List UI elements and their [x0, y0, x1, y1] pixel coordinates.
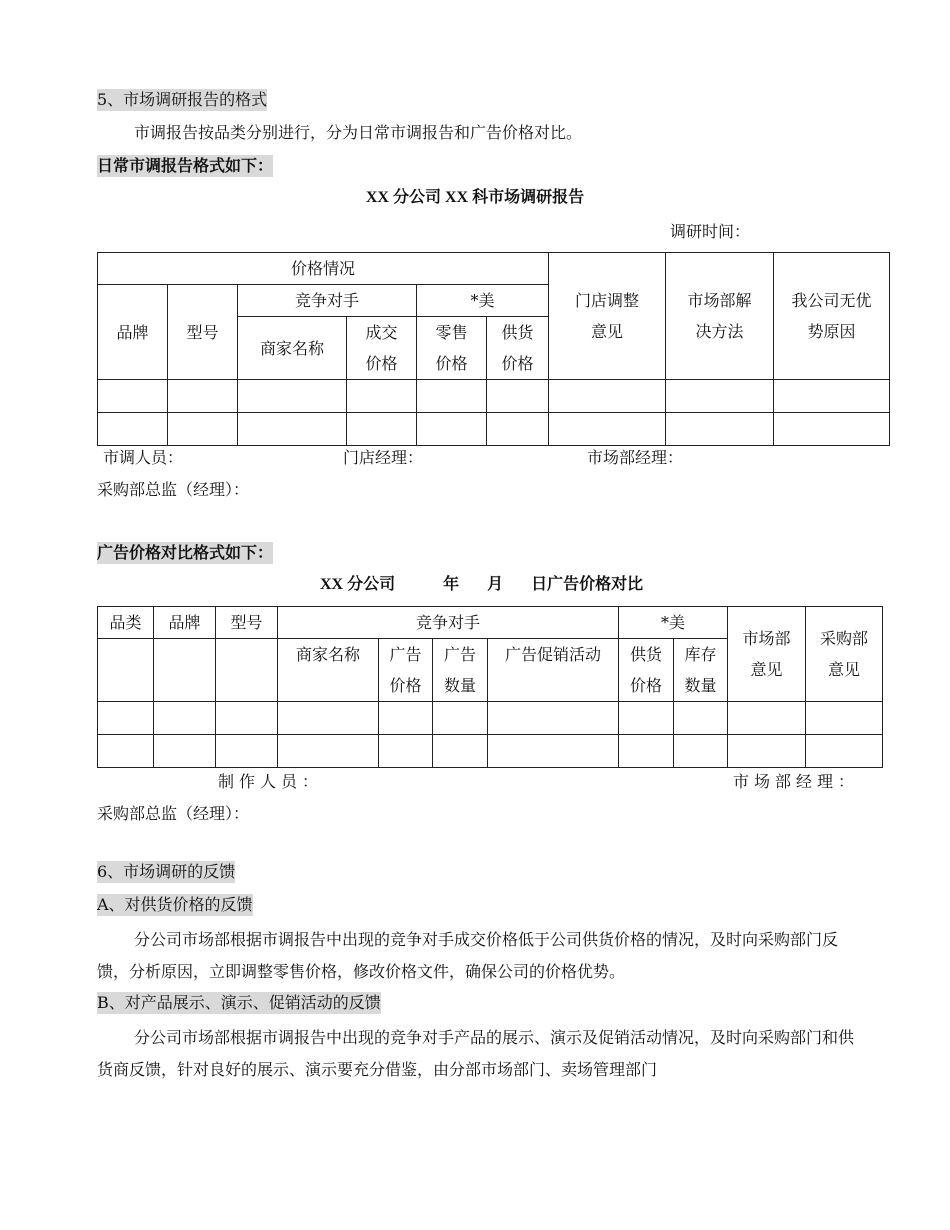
- table-cell[interactable]: [216, 702, 278, 735]
- ad-report-heading: 广告价格对比格式如下：: [97, 543, 274, 562]
- feedback-b-text: 分公司市场部根据市调报告中出现的竞争对手产品的展示、演示及促销活动情况，及时向采购部门和供货商反馈，针对良好的展示、演示要充分借鉴，由分部市场部门、卖场管理部门: [97, 1028, 855, 1079]
- market-opinion-line1: 市场部: [742, 629, 791, 648]
- header-purchasing-opinion: [806, 607, 883, 702]
- ad-quantity-line2: 数量: [443, 676, 476, 695]
- header-deal-price: [347, 317, 417, 380]
- market-opinion-line2: 意见: [750, 660, 783, 679]
- feedback-b-heading: B、对产品展示、演示、促销活动的反馈: [97, 993, 381, 1012]
- store-opinion-line1: 门店调整: [575, 291, 640, 310]
- table-row: [98, 702, 883, 735]
- header-competitor: 竞争对手: [278, 607, 619, 639]
- disadvantage-reason-line1: 我公司无优: [791, 291, 872, 310]
- ad-price-line1: 广告: [389, 645, 422, 664]
- table-cell[interactable]: [666, 413, 774, 446]
- table-cell[interactable]: [98, 413, 168, 446]
- table-cell[interactable]: [433, 735, 488, 768]
- table-cell[interactable]: [216, 639, 278, 702]
- maker-label: 制作人员：: [218, 772, 324, 791]
- table-row: [98, 380, 890, 413]
- header-competitor: 竞争对手: [238, 285, 417, 317]
- retail-price-line2: 价格: [435, 354, 468, 373]
- table-cell[interactable]: [154, 702, 216, 735]
- section6-heading: 6、市场调研的反馈: [97, 862, 236, 881]
- supply-price-line1: 供货: [630, 645, 663, 664]
- header-disadvantage-reason: [774, 253, 890, 380]
- supply-price-line2: 价格: [501, 354, 534, 373]
- table-cell[interactable]: [728, 702, 806, 735]
- header-mei: *美: [417, 285, 549, 317]
- retail-price-line1: 零售: [435, 323, 468, 342]
- header-merchant-name: 商家名称: [238, 317, 347, 380]
- table-cell[interactable]: [806, 735, 883, 768]
- table-cell[interactable]: [488, 702, 619, 735]
- table-cell[interactable]: [278, 735, 379, 768]
- table-cell[interactable]: [728, 735, 806, 768]
- store-manager-label: 门店经理：: [343, 448, 424, 467]
- table-cell[interactable]: [674, 702, 728, 735]
- table-cell[interactable]: [379, 702, 433, 735]
- header-store-opinion: [549, 253, 666, 380]
- table-cell[interactable]: [379, 735, 433, 768]
- market-solution-line1: 市场部解: [687, 291, 752, 310]
- purchasing-opinion-line2: 意见: [828, 660, 861, 679]
- header-stock-quantity: [674, 639, 728, 702]
- header-model: 型号: [168, 285, 238, 380]
- header-mei: *美: [619, 607, 728, 639]
- stock-quantity-line2: 数量: [684, 676, 717, 695]
- header-price-situation: 价格情况: [98, 253, 549, 285]
- purchasing-opinion-line1: 采购部: [820, 629, 869, 648]
- table-cell[interactable]: [619, 735, 674, 768]
- table-cell[interactable]: [433, 702, 488, 735]
- table-cell[interactable]: [774, 413, 890, 446]
- table-cell[interactable]: [619, 702, 674, 735]
- table-cell[interactable]: [487, 413, 549, 446]
- header-market-solution: [666, 253, 774, 380]
- table-cell[interactable]: [98, 702, 154, 735]
- store-opinion-line2: 意见: [591, 322, 624, 341]
- disadvantage-reason-line2: 势原因: [807, 322, 856, 341]
- header-ad-price: [379, 639, 433, 702]
- header-category: 品类: [98, 607, 154, 639]
- table-cell[interactable]: [549, 380, 666, 413]
- table-cell[interactable]: [806, 702, 883, 735]
- stock-quantity-line1: 库存: [684, 645, 717, 664]
- deal-price-line1: 成交: [365, 323, 398, 342]
- table-cell[interactable]: [154, 735, 216, 768]
- section5-intro: 市调报告按品类分别进行，分为日常市调报告和广告价格对比。: [134, 123, 583, 142]
- ad-price-line2: 价格: [389, 676, 422, 695]
- table-cell[interactable]: [154, 639, 216, 702]
- table-cell[interactable]: [216, 735, 278, 768]
- table-cell[interactable]: [238, 380, 347, 413]
- supply-price-line1: 供货: [501, 323, 534, 342]
- table-cell[interactable]: [488, 735, 619, 768]
- daily-report-heading: 日常市调报告格式如下：: [97, 156, 274, 175]
- feedback-a-text: 分公司市场部根据市调报告中出现的竞争对手成交价格低于公司供货价格的情况，及时向采购部门反馈，分析原因，立即调整零售价格，修改价格文件，确保公司的价格优势。: [97, 930, 839, 981]
- header-supply-price: [619, 639, 674, 702]
- table-cell[interactable]: [549, 413, 666, 446]
- table-cell[interactable]: [347, 380, 417, 413]
- purchasing-director-label: 采购部总监（经理）：: [97, 480, 250, 499]
- table-cell[interactable]: [168, 413, 238, 446]
- table-cell[interactable]: [666, 380, 774, 413]
- supply-price-line2: 价格: [630, 676, 663, 695]
- ad-purchasing-director-label: 采购部总监（经理）：: [97, 804, 250, 823]
- feedback-a-heading: A、对供货价格的反馈: [97, 895, 253, 914]
- ad-report-title: XX 分公司 年 月 日广告价格对比: [320, 576, 644, 593]
- table-row: [98, 735, 883, 768]
- table-cell[interactable]: [278, 702, 379, 735]
- header-supply-price: [487, 317, 549, 380]
- header-brand: 品牌: [98, 285, 168, 380]
- ad-report-table: [97, 606, 883, 768]
- table-cell[interactable]: [487, 380, 549, 413]
- header-brand: 品牌: [154, 607, 216, 639]
- table-cell[interactable]: [98, 735, 154, 768]
- table-cell[interactable]: [347, 413, 417, 446]
- surveyor-label: 市调人员：: [103, 448, 184, 467]
- daily-report-title: XX 分公司 XX 科市场调研报告: [365, 189, 585, 206]
- table-cell[interactable]: [417, 413, 487, 446]
- table-cell[interactable]: [774, 380, 890, 413]
- header-ad-quantity: [433, 639, 488, 702]
- ad-quantity-line1: 广告: [443, 645, 476, 664]
- table-cell[interactable]: [168, 380, 238, 413]
- table-cell[interactable]: [98, 639, 154, 702]
- table-cell[interactable]: [674, 735, 728, 768]
- table-row: [98, 413, 890, 446]
- daily-report-table: [97, 252, 890, 446]
- header-model: 型号: [216, 607, 278, 639]
- ad-market-manager-label: 市场部经理：: [733, 772, 860, 791]
- header-ad-promotion: 广告促销活动: [488, 639, 619, 702]
- header-retail-price: [417, 317, 487, 380]
- section5-heading: 5、市场调研报告的格式: [97, 90, 268, 109]
- table-cell[interactable]: [238, 413, 347, 446]
- market-manager-label: 市场部经理：: [587, 448, 684, 467]
- header-merchant-name: 商家名称: [278, 639, 379, 702]
- header-market-opinion: [728, 607, 806, 702]
- market-solution-line2: 决方法: [695, 322, 744, 341]
- survey-time-label: 调研时间：: [670, 222, 751, 241]
- table-cell[interactable]: [98, 380, 168, 413]
- table-cell[interactable]: [417, 380, 487, 413]
- deal-price-line2: 价格: [365, 354, 398, 373]
